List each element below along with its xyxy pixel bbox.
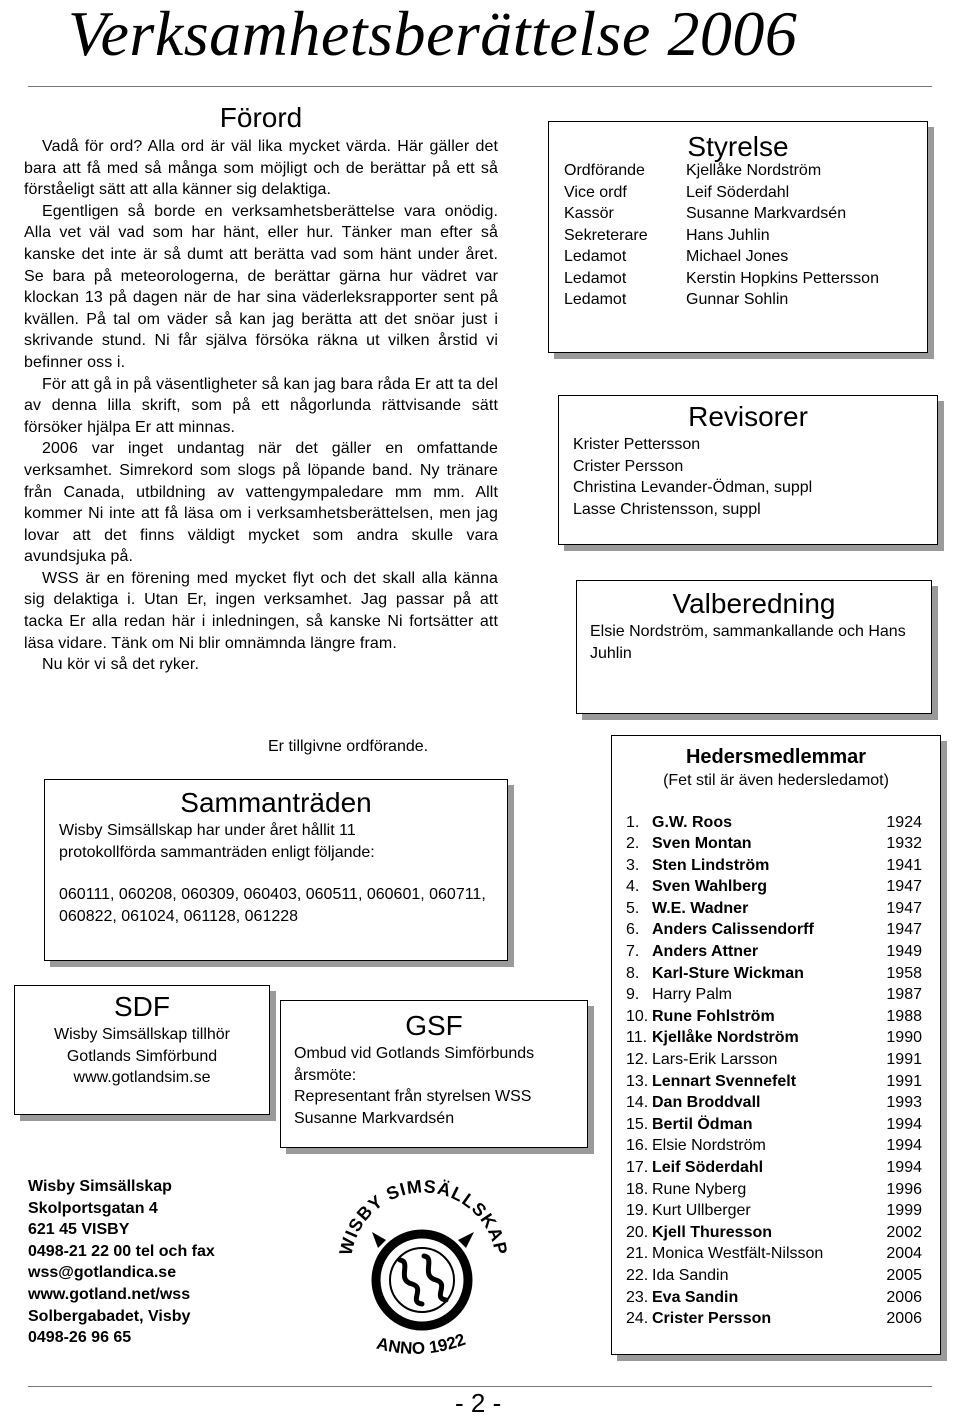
- styrelse-row: [564, 268, 879, 290]
- hedersmedlem-name: Monica Westfält-Nilsson: [652, 1245, 824, 1263]
- address-line: Solbergabadet, Visby: [28, 1307, 191, 1325]
- hedersmedlem-row: [626, 1135, 922, 1157]
- hedersmedlem-name: Kjell Thuresson: [652, 1223, 773, 1241]
- sdf-heading: SDF: [114, 991, 170, 1022]
- revisor-line: Crister Persson: [573, 457, 684, 475]
- hedersmedlem-name: W.E. Wadner: [652, 899, 749, 917]
- hedersmedlem-number: 20.: [626, 1223, 649, 1241]
- hedersmedlem-year: 1994: [886, 1115, 922, 1133]
- hedersmedlem-year: 1991: [886, 1072, 922, 1090]
- header-divider: [28, 86, 932, 87]
- address-line: 0498-21 22 00 tel och fax: [28, 1242, 215, 1260]
- styrelse-role: Kassör: [564, 205, 614, 222]
- hedersmedlem-year: 1949: [886, 943, 922, 961]
- forord-paragraph: WSS är en förening med mycket flyt och det skall alla känna sig delaktiga i. Utan Er, ingen verksamhet. Jag passar på att tacka Er alla redan här i inledningen, så kanske Ni fortsätter att läsa vidare. Tänk om Ni blir omnämnda längre fram.: [24, 569, 498, 652]
- hedersmedlem-number: 18.: [626, 1180, 649, 1198]
- hedersmedlem-row: [626, 1222, 922, 1244]
- revisorer-heading: Revisorer: [688, 401, 808, 432]
- hedersmedlem-number: 4.: [626, 878, 640, 896]
- hedersmedlem-row: [626, 941, 922, 963]
- styrelse-row: [564, 160, 879, 182]
- hedersmedlem-row: [626, 1243, 922, 1265]
- hedersmedlem-year: 1924: [886, 813, 922, 831]
- address-line: 0498-26 96 65: [28, 1329, 132, 1347]
- hedersmedlem-row: [626, 984, 922, 1006]
- gsf-line: årsmöte:: [294, 1066, 357, 1084]
- hedersmedlem-number: 9.: [626, 986, 640, 1004]
- club-address: [28, 1176, 215, 1349]
- hedersmedlem-name: Anders Calissendorff: [652, 921, 814, 939]
- sammantraden-intro: Wisby Simsällskap har under året hållit 11 protokollförda sammanträden enligt följande:: [59, 822, 375, 861]
- forord-section: [24, 100, 498, 676]
- styrelse-name: Leif Söderdahl: [686, 183, 790, 201]
- hedersmedlem-number: 11.: [626, 1029, 648, 1047]
- hedersmedlem-year: 1999: [886, 1202, 922, 1220]
- forord-paragraph: Vadå för ord? Alla ord är väl lika mycket värda. Här gäller det bara att få med så många som möjligt och de berättar på ett så förståeligt sätt att alla känner sig delaktiga.: [24, 138, 498, 199]
- hedersmedlem-row: [626, 1179, 922, 1201]
- hedersmedlem-year: 1993: [886, 1094, 922, 1112]
- hedersmedlem-row: [626, 1287, 922, 1309]
- hedersmedlem-number: 3.: [626, 856, 640, 874]
- forord-paragraph: Nu kör vi så det ryker.: [42, 656, 200, 674]
- hedersmedlem-number: 14.: [626, 1094, 649, 1112]
- hedersmedlem-number: 7.: [626, 943, 640, 961]
- hedersmedlem-row: [626, 919, 922, 941]
- hedersmedlem-number: 23.: [626, 1288, 649, 1306]
- hedersmedlem-row: [626, 855, 922, 877]
- footer-divider: [28, 1386, 932, 1387]
- styrelse-name: Michael Jones: [686, 248, 789, 265]
- hedersmedlem-year: 1994: [886, 1137, 922, 1155]
- hedersmedlem-number: 8.: [626, 964, 640, 982]
- hedersmedlem-year: 2004: [886, 1245, 922, 1263]
- hedersmedlem-name: Eva Sandin: [652, 1288, 739, 1306]
- hedersmedlem-name: Dan Broddvall: [652, 1094, 761, 1112]
- forord-paragraph: För att gå in på väsentligheter så kan jag bara råda Er att ta del av denna lilla skrift, som på ett någorlunda rättvisande sätt försöker hjälpa Er att minnas.: [24, 375, 498, 436]
- sdf-line: Wisby Simsällskap tillhör: [53, 1026, 231, 1043]
- page-title: Verksamhetsberättelse 2006: [68, 0, 798, 69]
- logo-bottom-text: ANNO 1922: [374, 1329, 468, 1359]
- hedersmedlem-row: [626, 1049, 922, 1071]
- hedersmedlem-number: 1.: [626, 813, 640, 831]
- hedersmedlem-name: Leif Söderdahl: [652, 1159, 764, 1176]
- hedersmedlem-year: 1941: [886, 856, 922, 874]
- styrelse-row: [564, 289, 879, 311]
- hedersmedlem-year: 1991: [886, 1051, 922, 1069]
- gsf-line: Representant från styrelsen WSS: [294, 1088, 532, 1105]
- hedersmedlemmar-table: [626, 812, 922, 1330]
- hedersmedlem-row: [626, 1092, 922, 1114]
- styrelse-role: Sekreterare: [564, 226, 648, 244]
- hedersmedlem-name: Kurt Ullberger: [652, 1202, 751, 1220]
- hedersmedlem-number: 13.: [626, 1072, 649, 1090]
- styrelse-name: Gunnar Sohlin: [686, 291, 789, 308]
- address-web[interactable]: www.gotland.net/wss: [28, 1285, 191, 1303]
- hedersmedlem-year: 1988: [886, 1007, 922, 1025]
- hedersmedlem-row: [626, 812, 922, 834]
- hedersmedlem-row: [626, 1308, 922, 1330]
- hedersmedlem-year: 1958: [886, 964, 922, 982]
- valberedning-heading: Valberedning: [672, 588, 836, 619]
- hedersmedlem-year: 1932: [886, 835, 922, 853]
- sdf-line: Gotlands Simförbund: [66, 1047, 218, 1065]
- styrelse-row: [564, 246, 879, 268]
- hedersmedlem-year: 2005: [886, 1266, 922, 1284]
- hedersmedlem-year: 2006: [886, 1310, 922, 1328]
- styrelse-role: Ledamot: [564, 248, 627, 265]
- styrelse-name: Kjellåke Nordström: [686, 162, 822, 179]
- hedersmedlem-name: Rune Fohlström: [652, 1007, 775, 1025]
- styrelse-row: [564, 182, 879, 204]
- sammantraden-dates: 060111, 060208, 060309, 060403, 060511, 060601, 060711, 060822, 061024, 061128, 061228: [59, 886, 486, 925]
- gsf-heading: GSF: [405, 1010, 463, 1041]
- styrelse-heading: Styrelse: [687, 131, 789, 162]
- hedersmedlem-name: Anders Attner: [652, 943, 759, 961]
- club-logo: [326, 1170, 516, 1370]
- address-email[interactable]: wss@gotlandica.se: [28, 1264, 177, 1282]
- page-number: - 2 -: [455, 1388, 502, 1418]
- styrelse-role: Ledamot: [564, 269, 627, 287]
- hedersmedlem-name: Rune Nyberg: [652, 1180, 747, 1198]
- hedersmedlem-year: 2002: [886, 1223, 922, 1241]
- hedersmedlem-name: Bertil Ödman: [652, 1115, 753, 1133]
- hedersmedlem-row: [626, 1265, 922, 1287]
- hedersmedlem-name: G.W. Roos: [652, 813, 732, 831]
- hedersmedlem-year: 1990: [886, 1029, 922, 1047]
- styrelse-row: [564, 203, 879, 225]
- address-line: Wisby Simsällskap: [28, 1178, 172, 1195]
- hedersmedlem-number: 21.: [626, 1245, 649, 1263]
- gsf-text: [294, 1043, 587, 1129]
- gsf-line: Ombud vid Gotlands Simförbunds: [294, 1045, 535, 1062]
- hedersmedlem-year: 1947: [886, 899, 922, 917]
- hedersmedlem-number: 5.: [626, 899, 640, 917]
- hedersmedlem-name: Sven Montan: [652, 835, 752, 853]
- revisor-line: Krister Pettersson: [573, 436, 701, 453]
- hedersmedlemmar-subheading: (Fet stil är även hedersledamot): [663, 772, 889, 789]
- revisor-line: Christina Levander-Ödman, suppl: [573, 479, 813, 496]
- sammantraden-heading: Sammanträden: [180, 787, 372, 818]
- styrelse-role: Ordförande: [564, 162, 645, 179]
- hedersmedlem-number: 22.: [626, 1266, 649, 1284]
- revisorer-list: [573, 434, 937, 520]
- gsf-box: [280, 1000, 588, 1148]
- hedersmedlem-number: 19.: [626, 1202, 649, 1220]
- hedersmedlem-row: [626, 963, 922, 985]
- styrelse-table: [564, 160, 879, 311]
- hedersmedlem-number: 6.: [626, 921, 640, 939]
- hedersmedlem-row: [626, 1157, 922, 1179]
- hedersmedlem-name: Sven Wahlberg: [652, 878, 767, 896]
- hedersmedlem-name: Ida Sandin: [652, 1266, 729, 1284]
- hedersmedlem-row: [626, 1027, 922, 1049]
- hedersmedlem-row: [626, 898, 922, 920]
- hedersmedlem-year: 1994: [886, 1159, 922, 1176]
- hedersmedlem-name: Lennart Svennefelt: [652, 1072, 797, 1090]
- styrelse-row: [564, 225, 879, 247]
- hedersmedlemmar-heading: Hedersmedlemmar: [685, 746, 867, 768]
- forord-paragraph: Egentligen så borde en verksamhetsberättelse vara onödig. Alla vet väl vad som har hänt, eller hur. Tänker man efter så kanske det inte är så dumt att berätta vad som hänt under året. Se bara på meteorologerna, de berättar gärna hur vädret var klockan 13 på dagen när de har sina väderleksrapporter sent på kvällen. På tal om väder så kan jag berätta att det snöar just i skrivande stund. Ni får själva försöka räkna ut vilken årstid vi befinner oss i.: [24, 202, 498, 371]
- valberedning-box: [576, 580, 932, 714]
- hedersmedlem-name: Kjellåke Nordström: [652, 1029, 799, 1047]
- sammantraden-box: [44, 779, 508, 961]
- hedersmedlem-row: [626, 1006, 922, 1028]
- sdf-text: [15, 1024, 269, 1089]
- hedersmedlem-name: Sten Lindström: [652, 856, 770, 874]
- hedersmedlem-name: Harry Palm: [652, 986, 733, 1004]
- revisor-line: Lasse Christensson, suppl: [573, 500, 761, 518]
- hedersmedlem-row: [626, 1071, 922, 1093]
- hedersmedlem-number: 17.: [626, 1159, 649, 1176]
- hedersmedlem-number: 12.: [626, 1051, 649, 1069]
- hedersmedlem-number: 2.: [626, 835, 640, 853]
- styrelse-name: Hans Juhlin: [686, 226, 770, 244]
- forord-signoff: Er tillgivne ordförande.: [268, 738, 429, 755]
- address-line: 621 45 VISBY: [28, 1221, 130, 1239]
- forord-heading: Förord: [219, 102, 303, 133]
- logo-top-text: WISBY SIMSÄLLSKAP: [335, 1176, 512, 1258]
- hedersmedlem-name: Lars-Erik Larsson: [652, 1051, 778, 1069]
- styrelse-box: [548, 121, 928, 353]
- revisorer-box: [558, 395, 938, 545]
- hedersmedlemmar-box: [611, 735, 941, 1355]
- hedersmedlem-number: 15.: [626, 1115, 649, 1133]
- hedersmedlem-number: 24.: [626, 1310, 649, 1328]
- hedersmedlem-year: 1947: [886, 921, 922, 939]
- hedersmedlem-name: Karl-Sture Wickman: [652, 964, 804, 982]
- hedersmedlem-year: 1996: [886, 1180, 922, 1198]
- sdf-link[interactable]: www.gotlandsim.se: [73, 1069, 211, 1086]
- address-line: Skolportsgatan 4: [28, 1199, 158, 1217]
- hedersmedlem-year: 1987: [886, 986, 922, 1004]
- hedersmedlem-row: [626, 876, 922, 898]
- styrelse-role: Ledamot: [564, 291, 627, 308]
- styrelse-role: Vice ordf: [564, 183, 627, 201]
- hedersmedlem-name: Crister Persson: [652, 1310, 772, 1328]
- hedersmedlem-year: 1947: [886, 878, 922, 896]
- hedersmedlem-number: 10.: [626, 1007, 649, 1025]
- styrelse-name: Kerstin Hopkins Pettersson: [686, 269, 879, 287]
- hedersmedlem-row: [626, 833, 922, 855]
- hedersmedlem-number: 16.: [626, 1137, 649, 1155]
- valberedning-text: Elsie Nordström, sammankallande och Hans Juhlin: [590, 623, 906, 662]
- forord-paragraph: 2006 var inget undantag när det gäller en omfattande verksamhet. Simrekord som slogs på löpande band. Ny tränare från Canada, utbildning av vattengympaledare mm mm. Allt kommer Ni inte att få läsa om i verksamhetsberättelsen, men jag lovar att det finns väldigt mycket som andra skulle vara avundsjuka på.: [24, 440, 498, 566]
- hedersmedlem-name: Elsie Nordström: [652, 1137, 766, 1155]
- sdf-box: [14, 985, 270, 1115]
- hedersmedlem-year: 2006: [886, 1288, 922, 1306]
- hedersmedlem-row: [626, 1200, 922, 1222]
- gsf-line: Susanne Markvardsén: [294, 1109, 455, 1127]
- hedersmedlem-row: [626, 1114, 922, 1136]
- styrelse-name: Susanne Markvardsén: [686, 205, 847, 222]
